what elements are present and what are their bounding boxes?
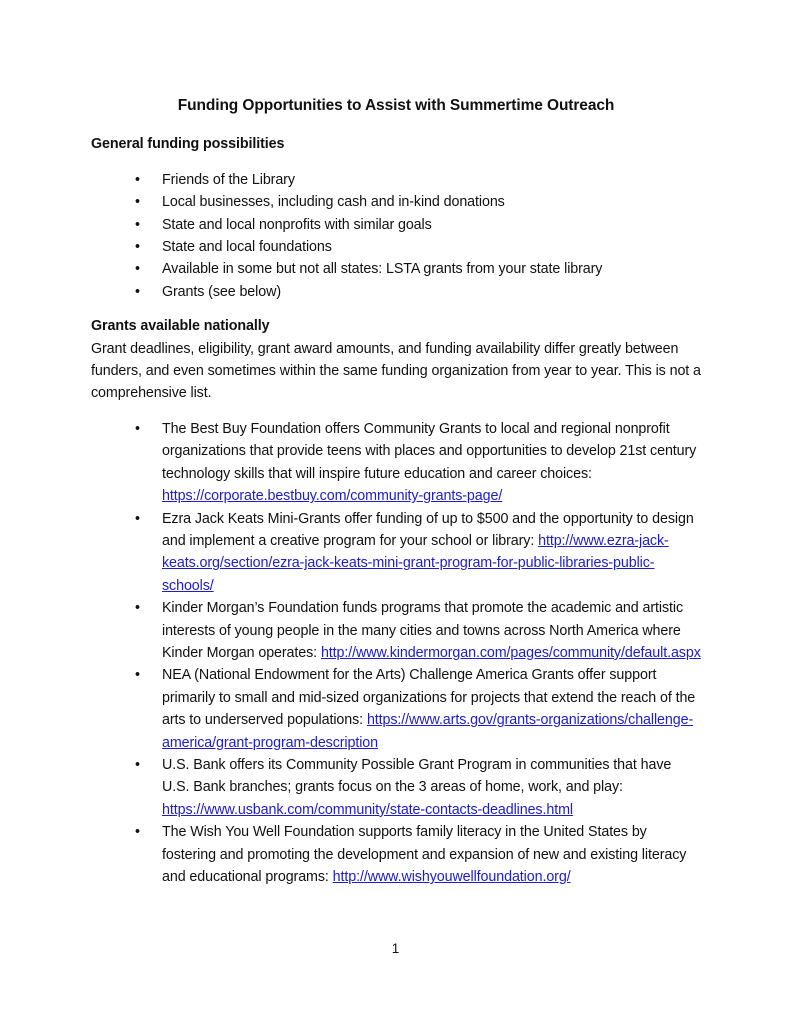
section-general-funding	[91, 133, 701, 303]
list-item: • State and local nonprofits with similar goals	[162, 214, 701, 236]
grant-text: NEA (National Endowment for the Arts) Challenge America Grants offer support primarily to small and mid-sized organizations for projects that extend the reach of the arts to underserved populations:	[162, 667, 696, 729]
grant-list-item	[162, 418, 701, 508]
general-funding-heading: General funding possibilities	[91, 136, 285, 153]
grants-nationally-heading: Grants available nationally	[91, 318, 270, 335]
grant-text: Kinder Morgan’s Foundation funds programs that promote the academic and artistic interests of young people in the many cities and towns across North America where Kinder Morgan operates:	[162, 600, 684, 661]
list-item: • Friends of the Library	[162, 169, 701, 191]
grants-list	[91, 418, 701, 889]
general-funding-list	[91, 169, 701, 303]
grants-intro-paragraph: Grant deadlines, eligibility, grant award amounts, and funding availability differ greatly between funders, and even sometimes within the same funding organization from year to year. This is not a comprehensive list.	[91, 340, 701, 402]
grant-link[interactable]: https://corporate.bestbuy.com/community-grants-page/	[162, 488, 503, 505]
page-number: 1	[391, 941, 400, 956]
grant-link[interactable]: https://www.arts.gov/grants-organizations/challenge-america/grant-program-description	[162, 712, 694, 751]
list-item: • State and local foundations	[162, 236, 701, 258]
grant-link[interactable]: http://www.kindermorgan.com/pages/community/default.aspx	[320, 644, 701, 661]
grant-list-item	[162, 664, 701, 754]
section-grants-nationally	[91, 315, 701, 888]
grant-link[interactable]: http://www.ezra-jack-keats.org/section/ezra-jack-keats-mini-grant-program-for-public-libraries-public-schools/	[162, 532, 669, 594]
grant-text: The Wish You Well Foundation supports family literacy in the United States by fostering and promoting the development and expansion of new and existing literacy and educational programs:	[162, 824, 687, 885]
grant-list-item	[162, 597, 701, 664]
document-title: Funding Opportunities to Assist with Summertime Outreach	[177, 97, 615, 114]
list-item: • Available in some but not all states: LSTA grants from your state library	[162, 258, 701, 280]
list-item: • Grants (see below)	[162, 281, 701, 303]
grant-list-item	[162, 821, 701, 888]
grant-link[interactable]: https://www.usbank.com/community/state-contacts-deadlines.html	[162, 801, 573, 818]
grant-text: The Best Buy Foundation offers Community Grants to local and regional nonprofit organizations that provide teens with places and opportunities to develop 21st century technology skills that will inspire future education and career choices:	[162, 420, 697, 482]
grant-list-item	[162, 754, 701, 821]
list-item: • Local businesses, including cash and in-kind donations	[162, 191, 701, 213]
grant-link[interactable]: http://www.wishyouwellfoundation.org/	[332, 869, 571, 885]
grant-list-item	[162, 508, 701, 598]
grant-text: Ezra Jack Keats Mini-Grants offer funding of up to $500 and the opportunity to design and implement a creative program for your school or library:	[162, 510, 694, 549]
grant-text: U.S. Bank offers its Community Possible Grant Program in communities that have U.S. Bank branches; grants focus on the 3 areas of home, work, and play:	[162, 756, 672, 796]
